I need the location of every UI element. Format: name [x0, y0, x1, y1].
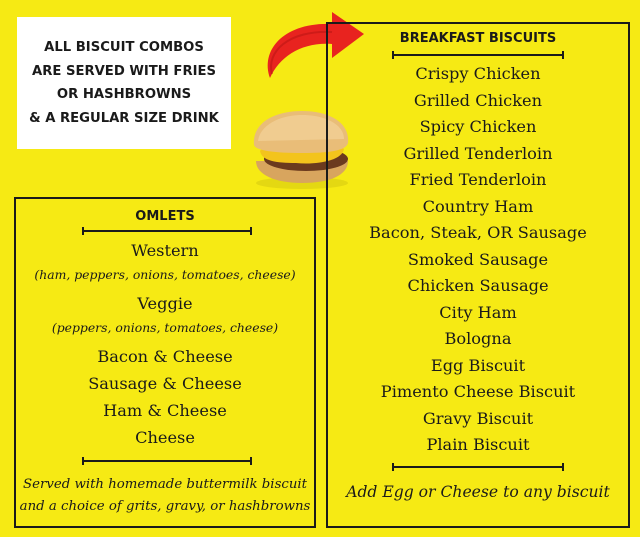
omlet-western-desc: (ham, peppers, onions, tomatoes, cheese) — [34, 267, 296, 282]
biscuits-title: BREAKFAST BISCUITS — [399, 31, 557, 46]
biscuit-item: Spicy Chicken — [419, 117, 537, 136]
biscuit-item: City Ham — [439, 302, 517, 322]
omlets-footer — [16, 474, 314, 518]
combo-note-line: OR HASHBROWNS — [56, 87, 192, 102]
combo-note-line: ALL BISCUIT COMBOS — [44, 40, 204, 55]
divider — [82, 460, 252, 462]
biscuit-item: Bacon, Steak, OR Sausage — [369, 223, 587, 242]
omlets-footer-line: and a choice of grits, gravy, or hashbrowns — [19, 499, 311, 514]
breakfast-biscuits-panel — [326, 22, 630, 528]
omlet-item: Cheese — [135, 428, 195, 447]
biscuit-item: Fried Tenderloin — [409, 170, 547, 189]
omlet-item: Ham & Cheese — [103, 401, 227, 420]
divider — [392, 54, 564, 56]
biscuit-item: Smoked Sausage — [407, 249, 549, 269]
divider — [82, 230, 252, 232]
omlet-item: Sausage & Cheese — [88, 374, 242, 393]
biscuit-item: Chicken Sausage — [407, 276, 549, 295]
biscuit-item: Egg Biscuit — [430, 355, 526, 375]
biscuit-add-note: Add Egg or Cheese to any biscuit — [346, 483, 610, 501]
biscuit-item: Bologna — [444, 329, 512, 348]
biscuit-item: Grilled Chicken — [413, 90, 543, 110]
omlet-item: Bacon & Cheese — [97, 347, 233, 366]
biscuit-item: Country Ham — [422, 196, 534, 216]
biscuit-item: Grilled Tenderloin — [403, 143, 553, 163]
omlets-title: OMLETS — [135, 209, 195, 224]
combo-note-line: ARE SERVED WITH FRIES — [31, 63, 217, 79]
combo-note-line: & A REGULAR SIZE DRINK — [29, 110, 219, 126]
omlet-veggie-desc: (peppers, onions, tomatoes, cheese) — [51, 320, 279, 335]
omlets-footer-line: Served with homemade buttermilk biscuit — [23, 477, 307, 492]
omlet-western: Western — [131, 241, 199, 260]
omlets-panel — [14, 197, 316, 528]
combo-note — [17, 17, 231, 149]
biscuit-item: Crispy Chicken — [415, 64, 541, 83]
divider — [392, 466, 564, 468]
omlet-veggie: Veggie — [137, 294, 193, 313]
biscuit-item: Pimento Cheese Biscuit — [380, 382, 576, 401]
biscuit-item: Gravy Biscuit — [422, 408, 534, 428]
biscuit-item: Plain Biscuit — [426, 435, 530, 454]
